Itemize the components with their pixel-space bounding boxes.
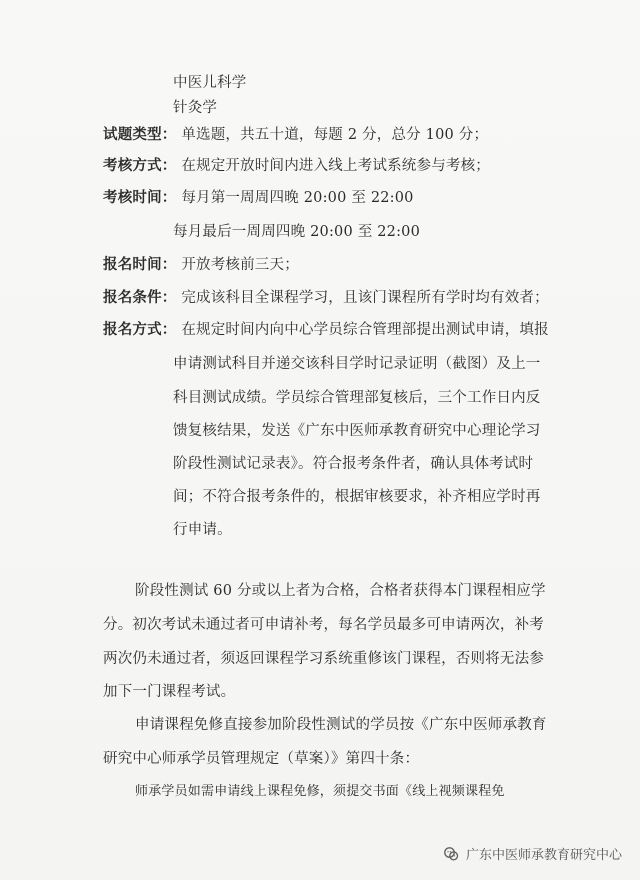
assessment-time-label: 考核时间： bbox=[103, 190, 177, 206]
registration-method-row bbox=[103, 323, 549, 338]
paragraph-1-line-4: 加下一门课程考试。 bbox=[103, 684, 236, 700]
question-type-row bbox=[103, 128, 488, 143]
registration-condition-row bbox=[103, 291, 549, 306]
paragraph-1-line-2: 分。初次考试未通过者可申请补考，每名学员最多可申请两次，补考 bbox=[103, 617, 544, 633]
paragraph-2-line-1: 申请课程免修直接参加阶段性测试的学员按《广东中医师承教育 bbox=[135, 717, 547, 733]
registration-method-line-3: 科目测试成绩。学员综合管理部复核后，三个工作日内反 bbox=[173, 390, 541, 406]
assessment-method-value: 在规定开放时间内进入线上考试系统参与考核； bbox=[181, 158, 491, 174]
registration-method-line-6: 间；不符合报考条件的，根据审核要求，补齐相应学时再 bbox=[173, 489, 541, 505]
question-type-value: 单选题，共五十道，每题 2 分，总分 100 分； bbox=[181, 127, 489, 143]
registration-method-line-2: 申请测试科目并递交该科目学时记录证明（截图）及上一 bbox=[173, 356, 541, 372]
paragraph-1-line-3: 两次仍未通过者，须返回课程学习系统重修该门课程，否则将无法参 bbox=[103, 651, 544, 667]
assessment-time-value-2-line: 每月最后一周周四晚 20:00 至 22:00 bbox=[173, 224, 420, 240]
registration-time-label: 报名时间： bbox=[103, 257, 177, 273]
assessment-time-value-1: 每月第一周周四晚 20:00 至 22:00 bbox=[181, 190, 414, 206]
registration-time-row bbox=[103, 258, 299, 273]
question-type-label: 试题类型： bbox=[103, 127, 177, 143]
registration-method-label: 报名方式： bbox=[103, 322, 177, 338]
paragraph-3-line: 师承学员如需申请线上课程免修，须提交书面《线上视频课程免 bbox=[135, 784, 505, 799]
registration-method-line-7: 行申请。 bbox=[173, 522, 232, 538]
assessment-method-row bbox=[103, 159, 490, 174]
registration-condition-value: 完成该科目全课程学习，且该门课程所有学时均有效者； bbox=[181, 290, 549, 306]
watermark-text: 广东中医师承教育研究中心 bbox=[465, 848, 622, 863]
paragraph-1-line-1: 阶段性测试 60 分或以上者为合格，合格者获得本门课程相应学 bbox=[135, 583, 546, 599]
registration-condition-label: 报名条件： bbox=[103, 290, 177, 306]
registration-method-line-1: 在规定时间内向中心学员综合管理部提出测试申请，填报 bbox=[181, 322, 549, 338]
assessment-time-row bbox=[103, 191, 414, 206]
wechat-icon bbox=[442, 845, 460, 863]
course-line-1: 中医儿科学 bbox=[173, 75, 247, 91]
course-line-2: 针灸学 bbox=[173, 100, 218, 116]
assessment-method-label: 考核方式： bbox=[103, 158, 177, 174]
registration-time-value: 开放考核前三天； bbox=[181, 257, 299, 273]
registration-method-line-5: 阶段性测试记录表》。符合报考条件者，确认具体考试时 bbox=[173, 456, 534, 472]
registration-method-line-4: 馈复核结果，发送《广东中医师承教育研究中心理论学习 bbox=[173, 423, 541, 439]
watermark bbox=[442, 844, 622, 863]
paragraph-2-line-2: 研究中心师承学员管理规定（草案）》第四十条： bbox=[103, 751, 420, 767]
